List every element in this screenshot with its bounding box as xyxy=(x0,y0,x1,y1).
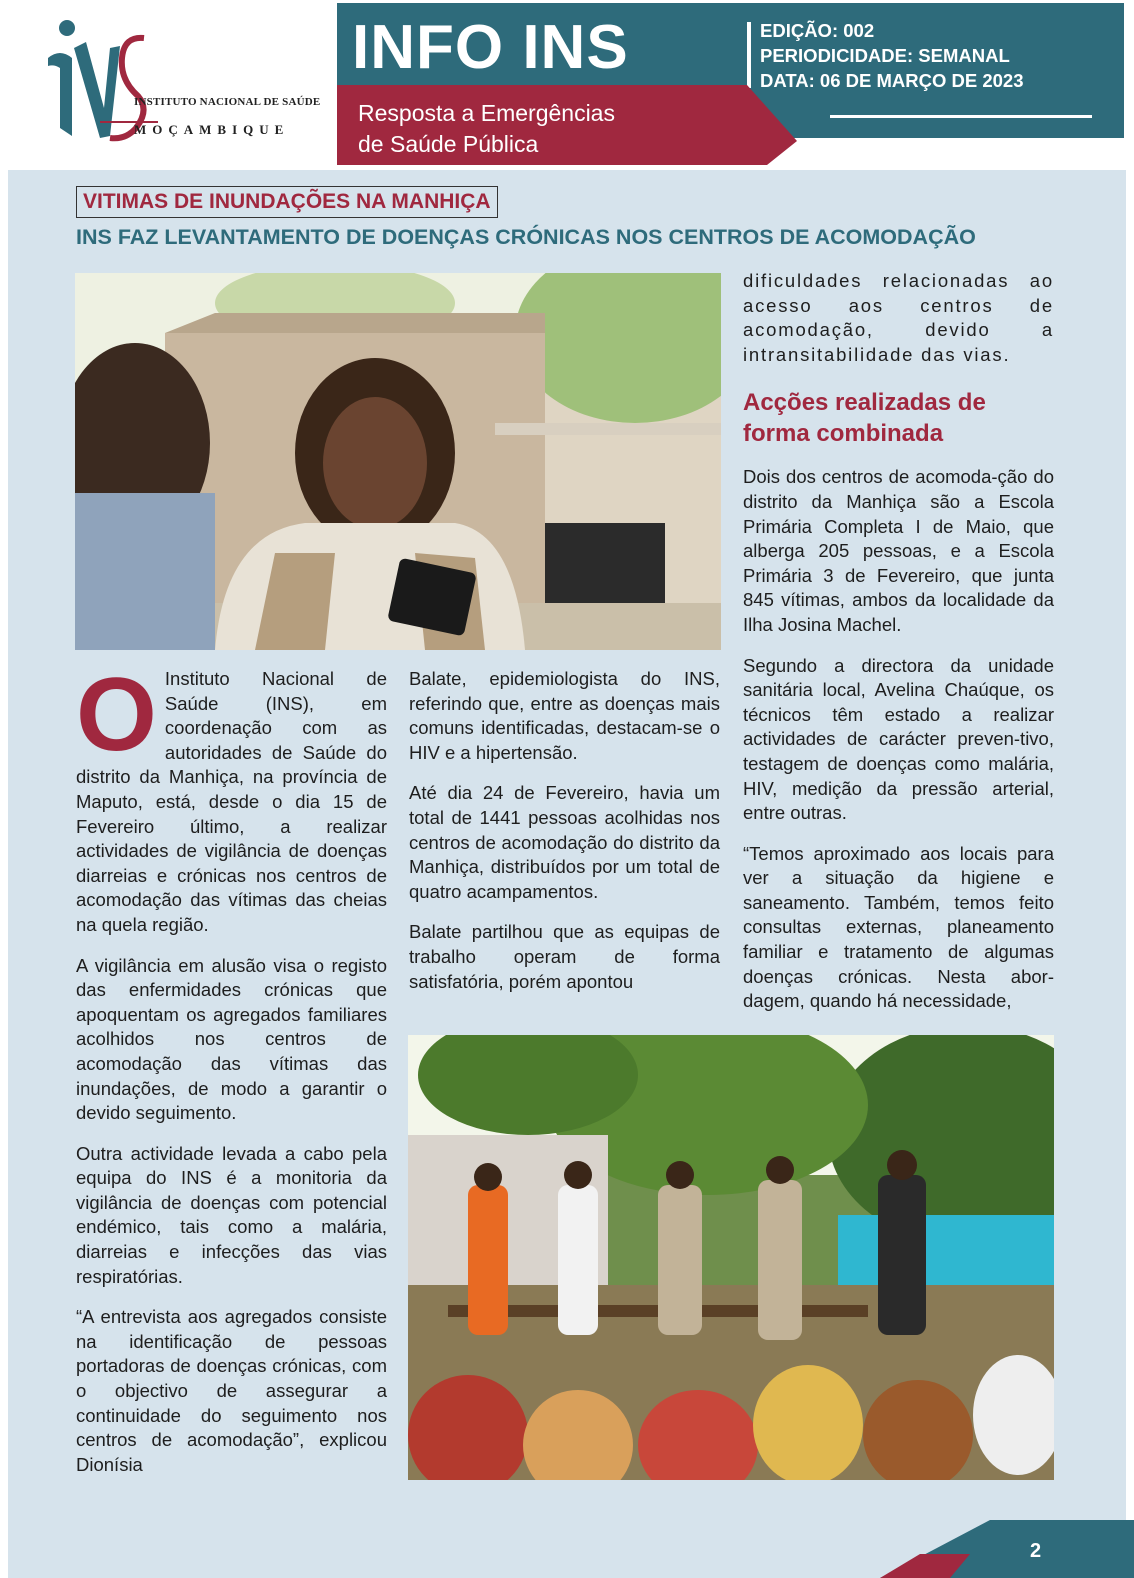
paragraph: Outra actividade levada a cabo pela equipa do INS é a monitoria da vigilância de doenças com potencial endémico, tais como a malária, diarreias e infecções das vias respiratórias. xyxy=(76,1142,387,1287)
meta-underline xyxy=(830,115,1092,118)
paragraph: Dois dos centros de acomoda-ção do distrito da Manhiça são a Escola Primária Completa I de Maio, que alberga 205 pessoas, e a Escola Primária 3 de Fevereiro, que junta 845 vítimas, ambos da localidade da Ilha Josina Machel. xyxy=(743,466,1054,635)
section-heading: Acções realizadas de forma combinada xyxy=(743,389,986,448)
photo-health-worker-tablet xyxy=(75,273,721,650)
page-number: 2 xyxy=(1030,1540,1042,1562)
article-kicker: VITIMAS DE INUNDAÇÕES NA MANHIÇA xyxy=(76,186,498,218)
article-column-1 xyxy=(76,657,387,1493)
newsletter-title: INFO INS xyxy=(352,13,629,82)
logo-institute-name: INSTITUTO NACIONAL DE SAÚDE xyxy=(134,96,321,108)
page-number-tab xyxy=(880,1520,1134,1578)
paragraph: dificuldades relacionadas ao acesso aos centros de acomodação, devido a intransitabilidade das vias. xyxy=(743,270,1054,365)
paragraph: “A entrevista aos agregados consiste na identificação de pessoas portadoras de doenças crónicas, com o objectivo de assegurar a continuidade do seguimento nos centros de acomodação”, explicou Dionísia xyxy=(76,1306,387,1475)
meta-divider xyxy=(747,22,751,88)
paragraph: Segundo a directora da unidade sanitária local, Avelina Chaúque, os técnicos têm estado a realizar actividades de carácter preven-tivo, testagem de doenças como malária, HIV, medição da pressão arterial, entre outras. xyxy=(743,654,1054,824)
article-headline: INS FAZ LEVANTAMENTO DE DOENÇAS CRÓNICAS NOS CENTROS DE ACOMODAÇÃO xyxy=(76,225,976,249)
meta-edition: EDIÇÃO: 002 xyxy=(760,20,875,41)
logo-area xyxy=(0,0,340,170)
paragraph: “Temos aproximado aos locais para ver a situação da higiene e saneamento. Também, temos feito consultas externas, planeamento familiar e tratamento de algumas doenças crónicas. Nesta abor-dagem, quando há necessidade, xyxy=(743,842,1054,1012)
subtitle-line-1: Resposta a Emergências xyxy=(358,100,615,126)
logo-country: MOÇAMBIQUE xyxy=(134,122,290,137)
article-column-2 xyxy=(409,667,720,1010)
paragraph: Balate partilhou que as equipas de trabalho operam de forma satisfatória, porém apontou xyxy=(409,921,720,992)
meta-periodicity: PERIODICIDADE: SEMANAL xyxy=(760,45,1010,66)
paragraph: Balate, epidemiologista do INS, referindo que, entre as doenças mais comuns identificadas, destacam-se o HIV e a hipertensão. xyxy=(409,668,720,763)
drop-cap: O xyxy=(76,657,157,773)
paragraph: Instituto Nacional de Saúde (INS), em coordenação com as autoridades de Saúde do distrito da Manhiça, na província de Maputo, está, desde o dia 15 de Fevereiro último, a realizar actividades de vigilância de doenças diarreias e crónicas nos centros de acomodação das vítimas das cheias na quela região. xyxy=(76,668,387,935)
paragraph: A vigilância em alusão visa o registo das enfermidades crónicas que apoquentam os agregados familiares acolhidos nos centros de acomodação das vítimas das inundações, de modo a garantir o devido seguimento. xyxy=(76,954,387,1124)
photo-community-meeting xyxy=(408,1035,1054,1480)
subtitle-line-2: de Saúde Pública xyxy=(358,131,539,157)
article-column-3 xyxy=(743,269,1054,1030)
paragraph: Até dia 24 de Fevereiro, havia um total de 1441 pessoas acolhidas nos centros de acomodação do distrito da Manhiça, distribuídos por um total de quatro acampamentos. xyxy=(409,782,720,902)
meta-date: DATA: 06 DE MARÇO DE 2023 xyxy=(760,70,1024,91)
